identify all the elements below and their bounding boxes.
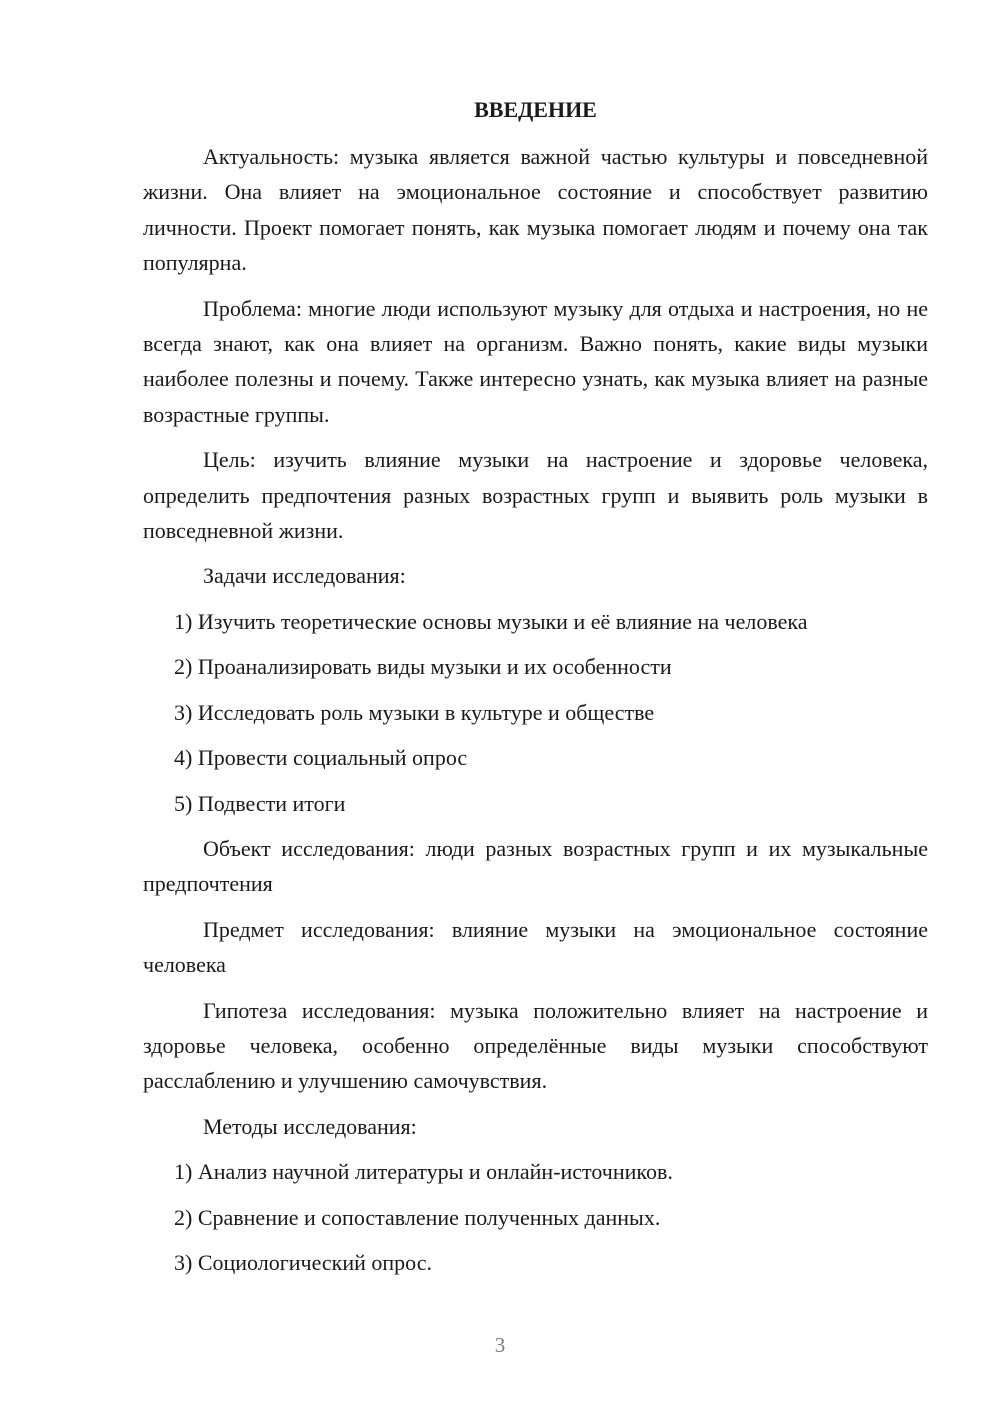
list-item: 1) Изучить теоретические основы музыки и её влияние на человека xyxy=(174,608,808,634)
subject-paragraph: Предмет исследования: влияние музыки на эмоциональное состояние человека xyxy=(143,916,928,978)
list-item: 2) Проанализировать виды музыки и их особенности xyxy=(174,654,672,680)
list-item: 5) Подвести итоги xyxy=(174,790,346,816)
page-number: 3 xyxy=(494,1333,506,1357)
goal-paragraph: Цель: изучить влияние музыки на настроение и здоровье человека, определить предпочтения разных возрастных групп и выявить роль музыки в повседневной жизни. xyxy=(143,447,928,544)
section-heading: ВВЕДЕНИЕ xyxy=(474,97,597,122)
list-item: 1) Анализ научной литературы и онлайн-источников. xyxy=(174,1159,673,1185)
methods-intro: Методы исследования: xyxy=(203,1113,417,1139)
list-item: 2) Сравнение и сопоставление полученных данных. xyxy=(174,1204,661,1230)
relevance-paragraph: Актуальность: музыка является важной частью культуры и повседневной жизни. Она влияет на эмоциональное состояние и способствует развитию личности. Проект помогает понять, как музыка помогает людям и почему она так популярна. xyxy=(143,144,928,276)
list-item: 3) Социологический опрос. xyxy=(174,1249,432,1275)
document-page xyxy=(143,95,928,1290)
tasks-intro: Задачи исследования: xyxy=(203,563,406,589)
list-item: 4) Провести социальный опрос xyxy=(174,745,468,771)
methods-list xyxy=(143,1154,928,1280)
tasks-list xyxy=(143,604,928,821)
list-item: 3) Исследовать роль музыки в культуре и обществе xyxy=(174,699,655,725)
problem-paragraph: Проблема: многие люди используют музыку для отдыха и настроения, но не всегда знают, как она влияет на организм. Важно понять, какие виды музыки наиболее полезны и почему. Также интересно узнать, как музыка влияет на разные возрастные группы. xyxy=(143,295,928,427)
object-paragraph: Объект исследования: люди разных возрастных групп и их музыкальные предпочтения xyxy=(143,835,928,897)
hypothesis-paragraph: Гипотеза исследования: музыка положительно влияет на настроение и здоровье человека, особенно определённые виды музыки способствуют расслаблению и улучшению самочувствия. xyxy=(143,997,928,1094)
